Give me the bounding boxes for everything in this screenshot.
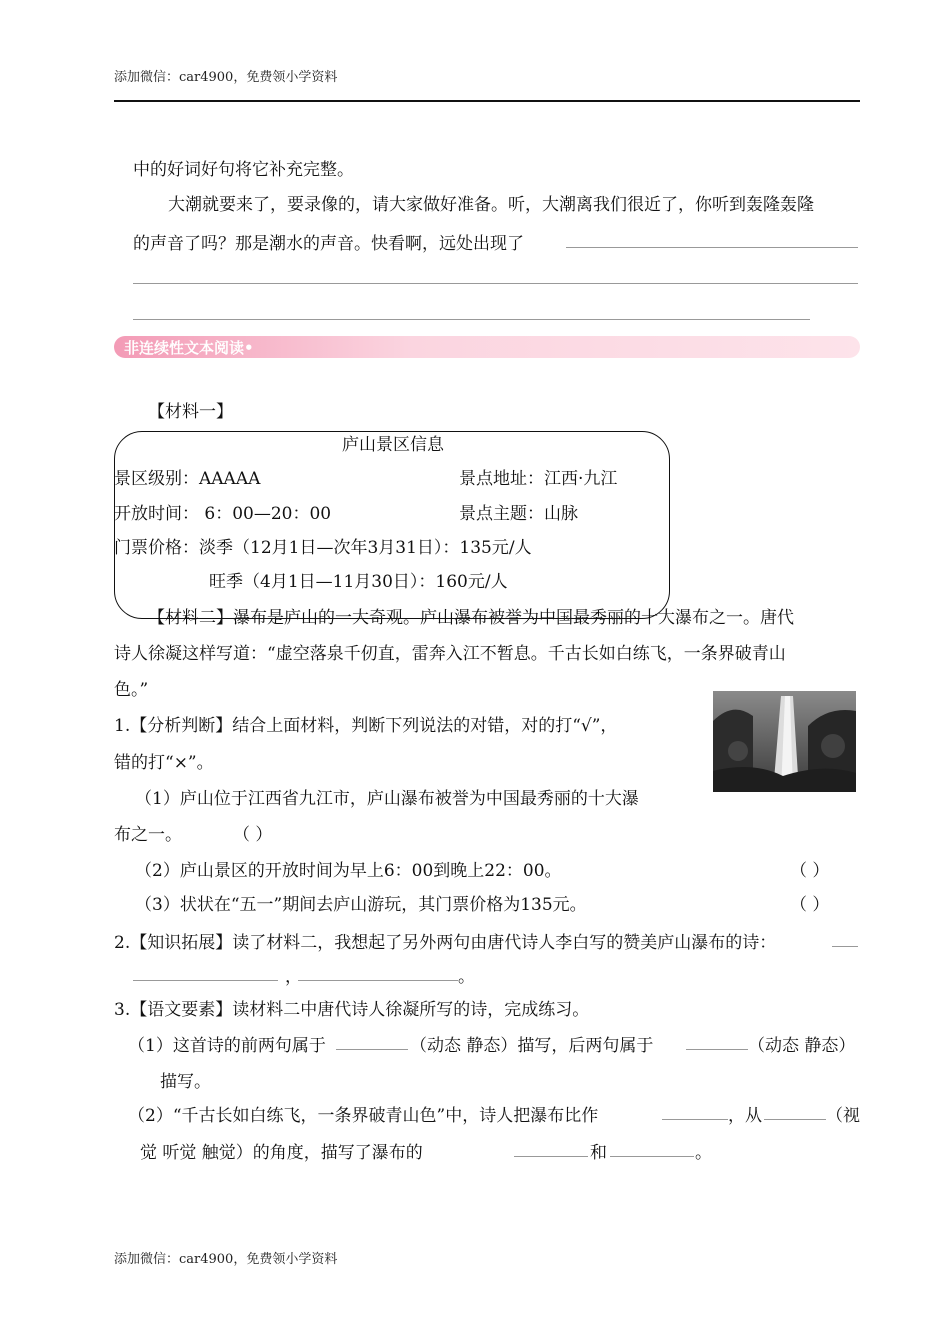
q3-s2-b: ，从 <box>728 1106 762 1126</box>
q2-blank-2[interactable] <box>298 980 458 981</box>
intro-line-2: 大潮就要来了，要录像的，请大家做好准备。听，大潮离我们很近了，你听到轰隆轰隆 <box>168 195 814 215</box>
page-footer: 添加微信：car4900，免费领小学资料 <box>114 1252 338 1267</box>
q3-s2-f: 。 <box>695 1143 712 1163</box>
q1-item1-answer[interactable]: （ ） <box>233 825 273 845</box>
intro-line-1: 中的好词好句将它补充完整。 <box>133 160 354 180</box>
material2-line-1: 【材料二】瀑布是庐山的一大奇观。庐山瀑布被誉为中国最秀丽的十大瀑布之一。唐代 <box>148 608 794 628</box>
q3-s1-d: 描写。 <box>160 1072 211 1092</box>
q3-s2-d: 觉 听觉 触觉）的角度，描写了瀑布的 <box>140 1143 423 1163</box>
answer-blank-1[interactable] <box>566 247 858 248</box>
q3-blank-6[interactable] <box>610 1156 694 1157</box>
intro-line-3: 的声音了吗？那是潮水的声音。快看啊，远处出现了 <box>133 234 524 254</box>
q1-item3-answer[interactable]: （ ） <box>790 895 830 915</box>
q3-s2-c: （视 <box>826 1106 860 1126</box>
q2-blank-lead[interactable] <box>832 946 858 947</box>
q3-blank-3[interactable] <box>662 1119 728 1120</box>
q3-blank-1[interactable] <box>336 1049 408 1050</box>
info-price-high: 旺季（4月1日—11月30日）：160元/人 <box>209 572 508 592</box>
q3-s1-a: （1）这首诗的前两句属于 <box>128 1036 326 1056</box>
info-box-title: 庐山景区信息 <box>342 435 444 455</box>
header-rule <box>114 100 860 102</box>
q1-line-2: 错的打“×”。 <box>114 753 214 773</box>
q2-comma: ， <box>285 967 302 987</box>
q1-item2-answer[interactable]: （ ） <box>790 861 830 881</box>
info-level: 景区级别：AAAAA <box>114 469 261 489</box>
material2-line-3: 色。” <box>114 680 149 700</box>
q1-item1-line-b: 布之一。 <box>114 825 182 845</box>
q3-s1-c: （动态 静态） <box>748 1036 856 1056</box>
answer-blank-2[interactable] <box>133 283 858 284</box>
material1-label: 【材料一】 <box>148 402 233 422</box>
section-banner <box>114 336 860 358</box>
q1-line-1: 1.【分析判断】结合上面材料，判断下列说法的对错，对的打“√”， <box>114 716 618 736</box>
material2-line-2: 诗人徐凝这样写道：“虚空落泉千仞直，雷奔入江不暂息。千古长如白练飞，一条界破青山 <box>114 644 786 664</box>
info-address: 景点地址：江西·九江 <box>459 469 618 489</box>
q3-title: 3.【语文要素】读材料二中唐代诗人徐凝所写的诗，完成练习。 <box>114 1000 590 1020</box>
info-price-low: 门票价格：淡季（12月1日—次年3月31日）：135元/人 <box>114 538 532 558</box>
q3-blank-5[interactable] <box>514 1156 588 1157</box>
info-theme: 景点主题：山脉 <box>459 504 578 524</box>
q3-s1-b: （动态 静态）描写，后两句属于 <box>410 1036 654 1056</box>
q3-s2-e: 和 <box>590 1143 607 1163</box>
answer-blank-3[interactable] <box>133 319 810 320</box>
q3-blank-2[interactable] <box>686 1049 748 1050</box>
q2-period: 。 <box>458 967 475 987</box>
info-hours: 开放时间： 6：00—20：00 <box>114 504 332 524</box>
q3-s2-a: （2）“千古长如白练飞，一条界破青山色”中，诗人把瀑布比作 <box>128 1106 599 1126</box>
q2-blank-1[interactable] <box>133 980 278 981</box>
q1-item2: （2）庐山景区的开放时间为早上6：00到晚上22：00。 <box>135 861 562 881</box>
page-header: 添加微信：car4900，免费领小学资料 <box>114 70 338 85</box>
q1-item3: （3）状状在“五一”期间去庐山游玩，其门票价格为135元。 <box>135 895 587 915</box>
section-title: 非连续性文本阅读• <box>124 339 254 357</box>
waterfall-icon <box>713 691 856 792</box>
waterfall-photo <box>713 691 856 792</box>
q2-line-1: 2.【知识拓展】读了材料二，我想起了另外两句由唐代诗人李白写的赞美庐山瀑布的诗： <box>114 933 777 953</box>
q3-blank-4[interactable] <box>764 1119 826 1120</box>
q1-item1-line-a: （1）庐山位于江西省九江市，庐山瀑布被誉为中国最秀丽的十大瀑 <box>135 789 639 809</box>
